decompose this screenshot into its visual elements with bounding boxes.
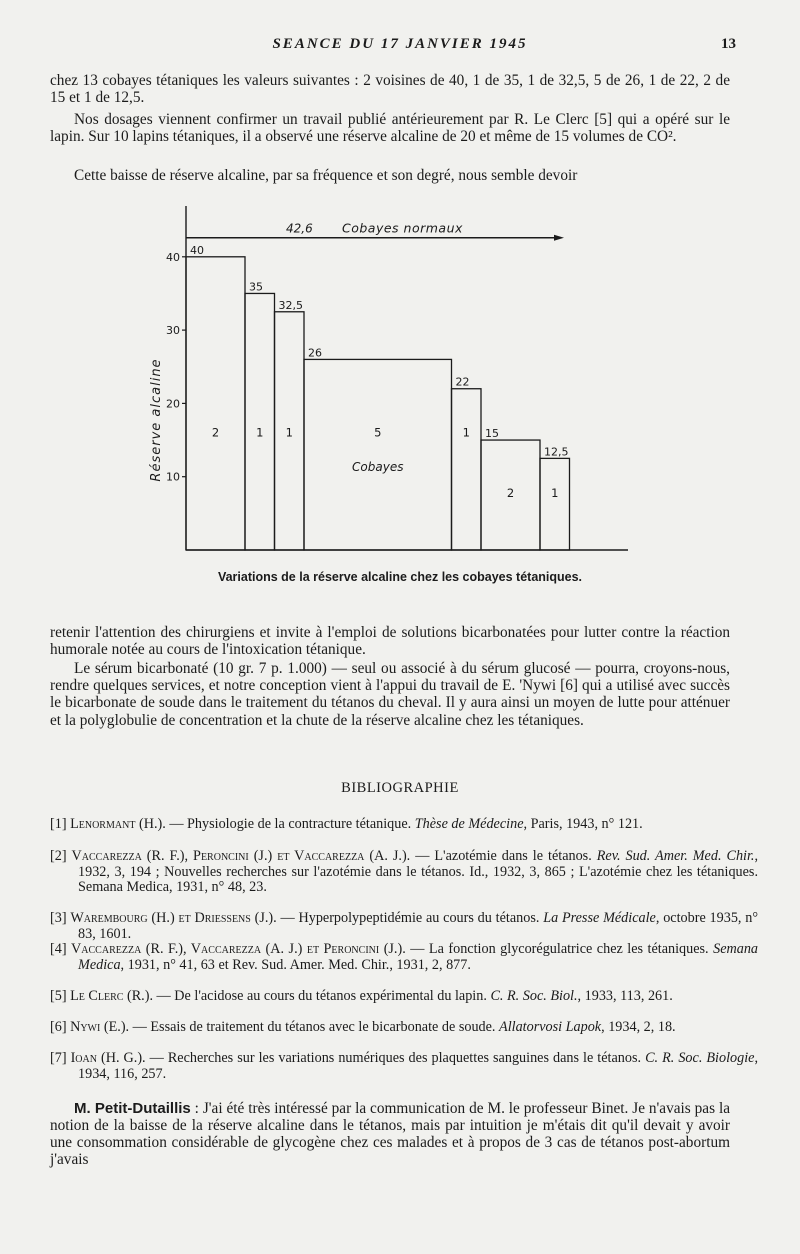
- bar: [304, 359, 452, 550]
- bar: [452, 389, 482, 550]
- bar-value-label: 40: [190, 243, 204, 257]
- y-tick-label: 20: [166, 397, 180, 411]
- bar-count-label: 5: [374, 425, 382, 440]
- paragraph-serum: Le sérum bicarbonaté (10 gr. 7 p. 1.000) — seul ou associé à du sérum glucosé — pourra, croyons-nous, rendre quelques services, et notre conception vient à l'appui du travail de E. 'Nywi [6] qui a utilisé avec succès le bicarbonate de soude dans le traitement du tétanos du cheval. Il y aura ainsi un moyen de lutte pour atténuer et la polyglobulie de concentration et la chute de la réserve alcaline chez les tétaniques.: [50, 660, 730, 729]
- figure-caption: Variations de la réserve alcaline chez les cobayes tétaniques.: [217, 570, 583, 584]
- paragraph-baisse: Cette baisse de réserve alcaline, par sa fréquence et son degré, nous semble devoir: [74, 167, 578, 184]
- ref-rest: , 1932, 3, 194 ; Nouvelles recherches sur l'azotémie dans le tétanos. Id., 1932, 3, 865 ; L'azotémie chez les tétaniques. Semana Medica, 1931, n° 48, 23.: [78, 848, 759, 896]
- bar-count-label: 1: [285, 425, 293, 440]
- ref-rest: , 1933, 113, 261.: [577, 988, 673, 1004]
- paragraph-retenir: retenir l'attention des chirurgiens et invite à l'emploi de solutions bicarbonatées pour lutter contre la réaction humorale notée au cours de l'intoxication tétanique.: [50, 624, 730, 659]
- ref-author: Lenormant (H.).: [70, 816, 166, 832]
- ref-rest: , 1931, n° 41, 63 et Rev. Sud. Amer. Med. Chir., 1931, 2, 877.: [120, 956, 471, 973]
- y-axis-title: Réserve alcaline: [149, 358, 164, 482]
- ref-source: Thèse de Médecine: [414, 816, 524, 832]
- paragraph-values: chez 13 cobayes tétaniques les valeurs suivantes : 2 voisines de 40, 1 de 35, 1 de 32,5, 5 de 26, 1 de 22, 2 de 15 et 1 de 12,5.: [50, 72, 730, 107]
- ref-text: — De l'acidose au cours du tétanos expérimental du lapin.: [153, 988, 491, 1004]
- reference-item: [50, 1051, 758, 1082]
- running-header: SEANCE DU 17 JANVIER 1945: [272, 36, 528, 52]
- ref-number: [2]: [50, 848, 67, 864]
- ref-author: Vaccarezza (R. F.), Peroncini (J.) et Vaccarezza (A. J.).: [71, 848, 411, 864]
- reference-item: [50, 1020, 758, 1036]
- alkaline-reserve-chart: [130, 198, 650, 590]
- ref-number: [4]: [50, 941, 67, 957]
- figure-chart: [130, 198, 650, 590]
- ref-author: Nywi (E.).: [70, 1019, 130, 1035]
- ref-rest: , Paris, 1943, n° 121.: [523, 816, 643, 832]
- ref-text: — La fonction glycorégulatrice chez les tétaniques.: [405, 941, 714, 957]
- bar-count-label: 1: [551, 486, 559, 501]
- ref-text: — Physiologie de la contracture tétanique.: [165, 816, 415, 832]
- bar: [540, 458, 570, 550]
- speaker-name: M. Petit-Dutaillis: [74, 1100, 191, 1117]
- bar-count-label: 2: [211, 425, 220, 440]
- reference-item: [50, 942, 758, 973]
- reference-arrow: [554, 235, 564, 241]
- bar: [186, 257, 245, 550]
- bar: [245, 293, 275, 550]
- ref-text: — Essais de traitement du tétanos avec le bicarbonate de soude.: [129, 1019, 500, 1035]
- bar-value-label: 35: [249, 280, 263, 294]
- ref-text: — Hyperpolypeptidémie au cours du tétanos.: [276, 910, 544, 926]
- reference-item: [50, 911, 758, 942]
- bar-value-label: 12,5: [544, 445, 569, 459]
- reference-value-label: 42,6: [286, 221, 313, 236]
- ref-rest: , octobre 1935, n° 83, 1601.: [78, 910, 759, 942]
- ref-source: La Presse Médicale: [543, 910, 656, 926]
- ref-source: C. R. Soc. Biol.: [490, 988, 578, 1004]
- y-tick-label: 30: [166, 324, 180, 338]
- bar-value-label: 26: [308, 346, 322, 360]
- page-number: 13: [721, 36, 736, 52]
- bar-value-label: 32,5: [278, 298, 303, 312]
- paragraph-discussion: [50, 1100, 730, 1168]
- bar-count-label: 1: [256, 425, 264, 440]
- ref-number: [3]: [50, 910, 67, 926]
- ref-rest: , 1934, 2, 18.: [601, 1019, 676, 1035]
- bar-value-label: 22: [455, 375, 470, 389]
- reference-line-label: Cobayes normaux: [342, 220, 463, 236]
- ref-text: — Recherches sur les variations numériques des plaquettes sanguines dans le tétanos.: [145, 1050, 646, 1066]
- ref-text: — L'azotémie dans le tétanos.: [410, 848, 597, 864]
- ref-author: Warembourg (H.) et Driessens (J.).: [70, 910, 277, 926]
- ref-number: [5]: [50, 988, 67, 1004]
- ref-number: [6]: [50, 1019, 67, 1035]
- bar-group-label: Cobayes: [352, 459, 404, 474]
- ref-author: Ioan (H. G.).: [70, 1050, 146, 1066]
- ref-rest: , 1934, 116, 257.: [78, 1050, 759, 1082]
- ref-source: Rev. Sud. Amer. Med. Chir.: [596, 848, 755, 864]
- bar-count-label: 1: [462, 425, 470, 440]
- ref-number: [7]: [50, 1050, 67, 1066]
- ref-number: [1]: [50, 816, 67, 832]
- reference-item: [50, 849, 758, 896]
- bar-count-label: 2: [506, 486, 515, 501]
- reference-item: [50, 989, 758, 1005]
- ref-author: Le Clerc (R.).: [70, 988, 153, 1004]
- ref-source: C. R. Soc. Biologie: [645, 1050, 755, 1066]
- ref-author: Vaccarezza (R. F.), Vaccarezza (A. J.) et Peroncini (J.).: [71, 941, 406, 957]
- ref-source: Semana Medica: [78, 941, 759, 973]
- ref-source: Allatorvosi Lapok: [499, 1019, 602, 1035]
- bibliography-title: BIBLIOGRAPHIE: [341, 780, 459, 796]
- paragraph-le-clerc: Nos dosages viennent confirmer un travail publié antérieurement par R. Le Clerc [5] qui a opéré sur le lapin. Sur 10 lapins tétaniques, il a observé une réserve alcaline de 20 et même de 15 volumes de CO².: [50, 111, 730, 146]
- bar-value-label: 15: [485, 427, 499, 441]
- discussion-text: : J'ai été très intéressé par la communication de M. le professeur Binet. Je n'avais pas la notion de la baisse de la réserve alcaline dans le tétanos, mais par intuition je m'étais dit qu'il devait y avoir une consommation considérable de glycogène chez ces malades et à propos de 3 cas de tétanos post-abortum j'avais: [50, 1100, 730, 1168]
- y-tick-label: 40: [166, 250, 180, 264]
- y-tick-label: 10: [166, 470, 180, 484]
- reference-item: [50, 817, 758, 833]
